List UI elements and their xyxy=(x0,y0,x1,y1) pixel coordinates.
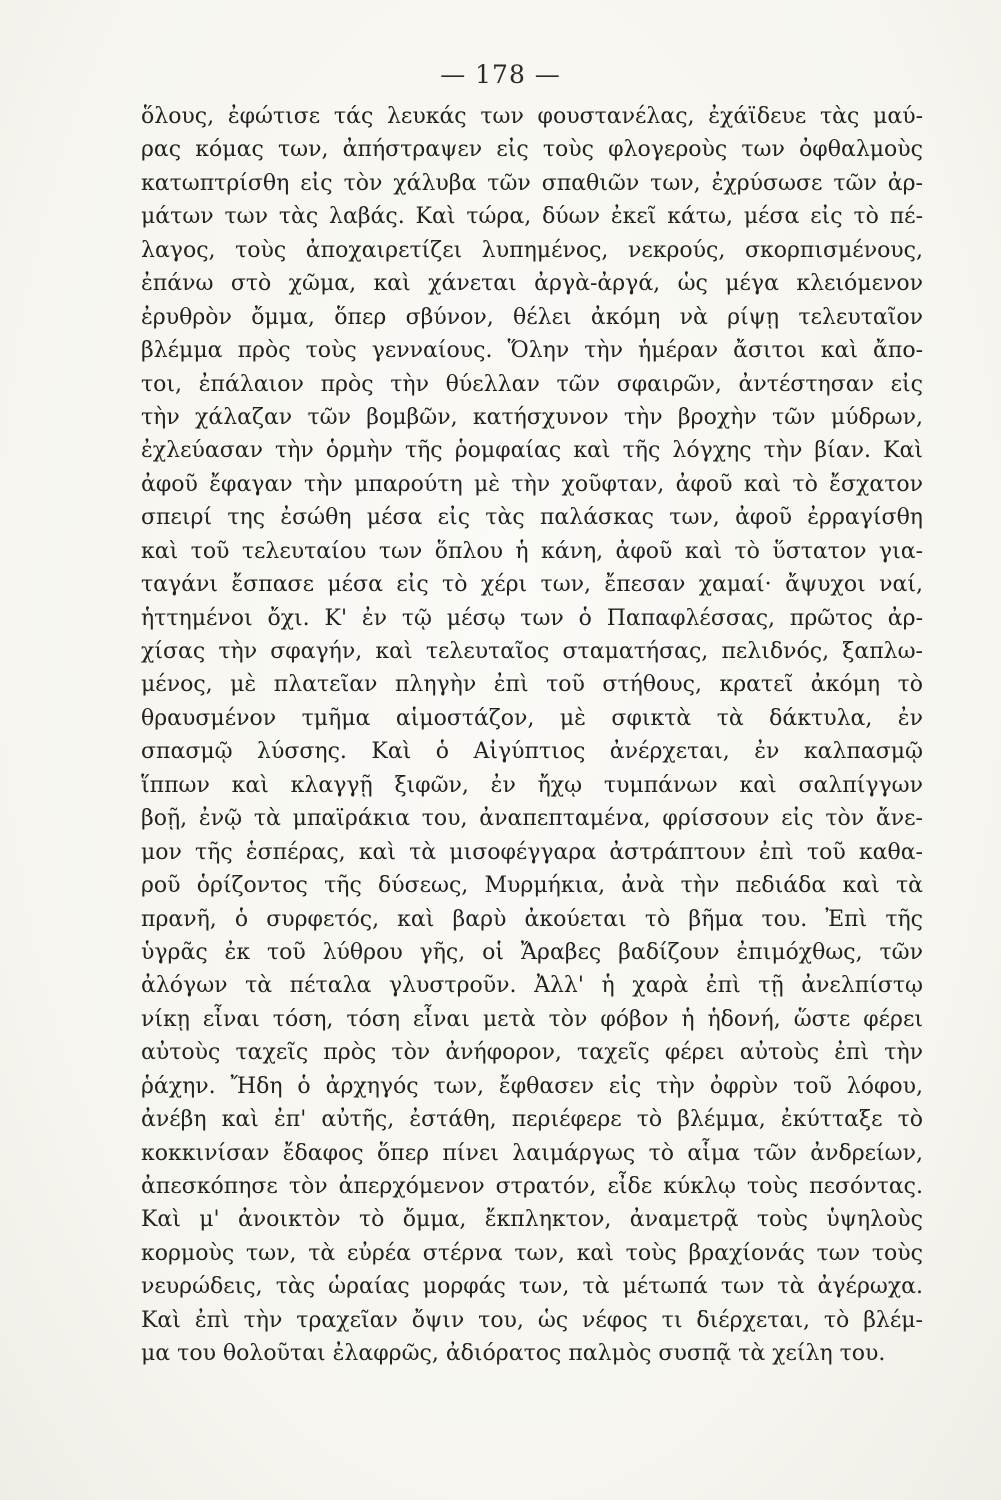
text-line: ἐρυθρὸν ὄμμα, ὅπερ σβύνον, θέλει ἀκόμη νὰ ρίψῃ τελευταῖον xyxy=(141,304,923,330)
text-line: αὐτοὺς ταχεῖς πρὸς τὸν ἀνήφορον, ταχεῖς φέρει αὐτοὺς ἐπὶ τὴν xyxy=(141,1040,923,1066)
text-line: πρανῆ, ὁ συρφετός, καὶ βαρὺ ἀκούεται τὸ βῆμα του. Ἐπὶ τῆς xyxy=(141,906,923,932)
text-line: ῥάχην. Ἤδη ὁ ἀρχηγός των, ἔφθασεν εἰς τὴν ὀφρὺν τοῦ λόφου, xyxy=(141,1073,923,1099)
text-line: ἀπεσκόπησε τὸν ἀπερχόμενον στρατόν, εἶδε κύκλῳ τοὺς πεσόντας. xyxy=(141,1174,923,1199)
text-line: μένος, μὲ πλατεῖαν πληγὴν ἐπὶ τοῦ στήθους, κρατεῖ ἀκόμη τὸ xyxy=(141,672,923,698)
text-line: ἐχλεύασαν τὴν ὁρμὴν τῆς ῥομφαίας καὶ τῆς λόγχης τὴν βίαν. Καὶ xyxy=(141,438,923,464)
text-line: μάτων των τὰς λαβάς. Καὶ τώρα, δύων ἐκεῖ κάτω, μέσα εἰς τὸ πέ- xyxy=(141,204,923,230)
text-line: τοι, ἐπάλαιον πρὸς τὴν θύελλαν τῶν σφαιρῶν, ἀντέστησαν εἰς xyxy=(141,371,923,397)
text-line: ἐπάνω στὸ χῶμα, καὶ χάνεται ἀργὰ-ἀργά, ὡς μέγα κλειόμενον xyxy=(141,271,923,297)
text-line: σπασμῷ λύσσης. Καὶ ὁ Αἰγύπτιος ἀνέρχεται, ἐν καλπασμῷ xyxy=(141,739,923,765)
text-line: ροῦ ὁρίζοντος τῆς δύσεως, Μυρμήκια, ἀνὰ τὴν πεδιάδα καὶ τὰ xyxy=(141,873,923,899)
text-line: κατωπτρίσθη εἰς τὸν χάλυβα τῶν σπαθιῶν των, ἐχρύσωσε τῶν ἀρ- xyxy=(141,170,923,196)
text-line: θραυσμένον τμῆμα αἱμοστάζον, μὲ σφικτὰ τὰ δάκτυλα, ἐν xyxy=(141,705,923,731)
text-line: ρας κόμας των, ἀπήστραψεν εἰς τοὺς φλογεροὺς των ὀφθαλμοὺς xyxy=(141,137,923,163)
text-line: ἀνέβη καὶ ἐπ' αὐτῆς, ἐστάθη, περιέφερε τὸ βλέμμα, ἐκύτταξε τὸ xyxy=(141,1107,923,1133)
text-line: σπειρί της ἐσώθη μέσα εἰς τὰς παλάσκας των, ἀφοῦ ἐρραγίσθη xyxy=(141,505,923,531)
text-line: κορμοὺς των, τὰ εὐρέα στέρνα των, καὶ τοὺς βραχίονάς των τοὺς xyxy=(141,1240,923,1266)
text-line: χίσας τὴν σφαγήν, καὶ τελευταῖος σταματήσας, πελιδνός, ξαπλω- xyxy=(141,639,923,664)
text-line: μα του θολοῦται ἐλαφρῶς, ἀδιόρατος παλμὸς συσπᾷ τὰ χείλη του. xyxy=(141,1341,886,1367)
text-line: ταγάνι ἔσπασε μέσα εἰς τὸ χέρι των, ἔπεσαν χαμαί· ἄψυχοι ναί, xyxy=(141,572,923,598)
text-line: μον τῆς ἑσπέρας, καὶ τὰ μισοφέγγαρα ἀστράπτουν ἐπὶ τοῦ καθα- xyxy=(141,839,923,865)
body-text xyxy=(141,100,923,1371)
text-line: Καὶ μ' ἀνοικτὸν τὸ ὄμμα, ἔκπληκτον, ἀναμετρᾷ τοὺς ὑψηλοὺς xyxy=(141,1207,923,1233)
text-line: ὅλους, ἐφώτισε τάς λευκάς των φουστανέλας, ἐχάϊδευε τὰς μαύ- xyxy=(141,104,923,129)
text-line: νίκῃ εἶναι τόση, τόση εἶναι μετὰ τὸν φόβον ἡ ἡδονή, ὥστε φέρει xyxy=(141,1006,923,1032)
text-line: ἀφοῦ ἔφαγαν τὴν μπαρούτη μὲ τὴν χοῦφταν, ἀφοῦ καὶ τὸ ἔσχατον xyxy=(141,471,923,497)
text-line: ὑγρᾶς ἐκ τοῦ λύθρου γῆς, οἱ Ἄραβες βαδίζουν ἐπιμόχθως, τῶν xyxy=(141,939,923,965)
text-line: καὶ τοῦ τελευταίου των ὅπλου ἡ κάνη, ἀφοῦ καὶ τὸ ὕστατον για- xyxy=(141,538,923,564)
text-line: κοκκινίσαν ἔδαφος ὅπερ πίνει λαιμάργως τὸ αἷμα τῶν ἀνδρείων, xyxy=(141,1140,923,1166)
page-number: — 178 — xyxy=(440,60,561,89)
text-line: ἀλόγων τὰ πέταλα γλυστροῦν. Ἀλλ' ἡ χαρὰ ἐπὶ τῇ ἀνελπίστῳ xyxy=(141,973,923,999)
text-line: βοῇ, ἐνῷ τὰ μπαϊράκια του, ἀναπεπταμένα, φρίσσουν εἰς τὸν ἄνε- xyxy=(141,806,923,832)
text-line: Καὶ ἐπὶ τὴν τραχεῖαν ὄψιν του, ὡς νέφος τι διέρχεται, τὸ βλέμ- xyxy=(141,1307,923,1333)
text-line: νευρώδεις, τὰς ὡραίας μορφάς των, τὰ μέτωπά των τὰ ἀγέρωχα. xyxy=(141,1274,923,1300)
text-line: βλέμμα πρὸς τοὺς γενναίους. Ὅλην τὴν ἡμέραν ἄσιτοι καὶ ἄπο- xyxy=(141,338,923,364)
text-line: ἡττημένοι ὄχι. Κ' ἐν τῷ μέσῳ των ὁ Παπαφλέσσας, πρῶτος ἀρ- xyxy=(141,605,923,631)
text-line: ἵππων καὶ κλαγγῇ ξιφῶν, ἐν ἤχῳ τυμπάνων καὶ σαλπίγγων xyxy=(141,772,923,798)
text-line: λαγος, τοὺς ἀποχαιρετίζει λυπημένος, νεκρούς, σκορπισμένους, xyxy=(141,237,923,263)
text-line: τὴν χάλαζαν τῶν βομβῶν, κατήσχυνον τὴν βροχὴν τῶν μύδρων, xyxy=(141,404,923,430)
